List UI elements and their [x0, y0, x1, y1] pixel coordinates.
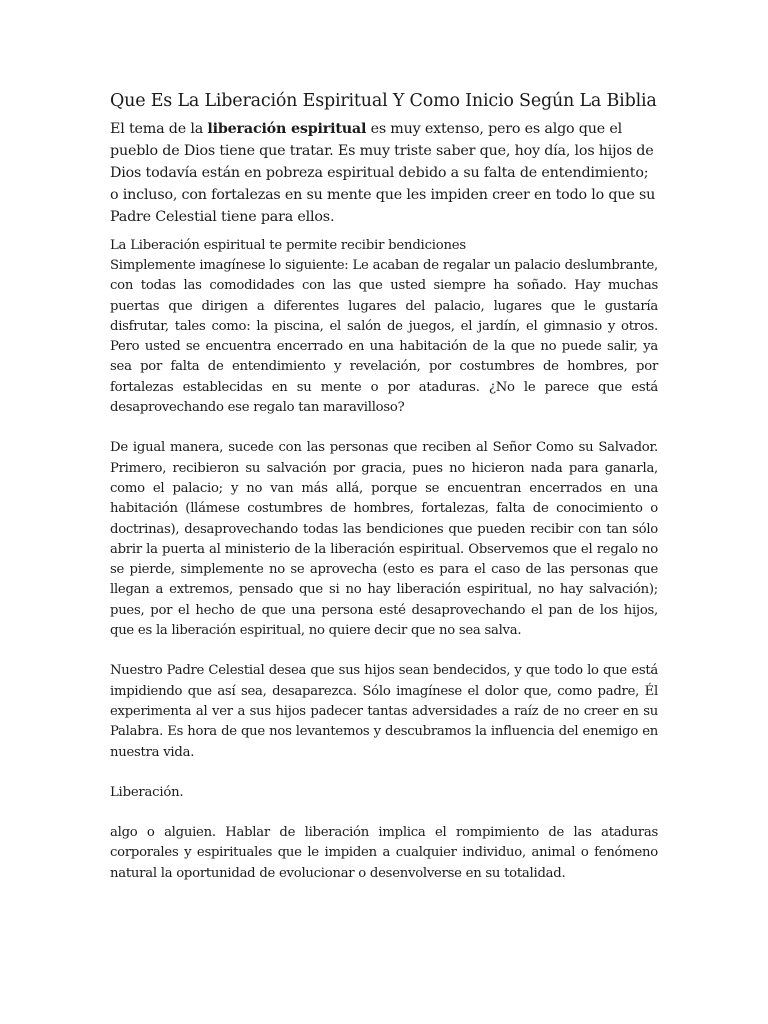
body-paragraph-2: De igual manera, sucede con las personas que reciben al Señor Como su Salvador. Primero, recibieron su salvación por gracia, pues no hicieron nada para ganarla, como el palacio; y no van más allá, porque se encuentran encerrados en una habitación (llámese costumbres de hombres, fortalezas, falta de conocimiento o doctrinas), desaprovechando todas las bendiciones que pueden recibir con tan sólo abrir la puerta al ministerio de la liberación espiritual. Observemos que el regalo no se pierde, simplemente no se aprovecha (esto es para el caso de las personas que llegan a extremos, pensado que si no hay liberación espiritual, no hay salvación); pues, por el hecho de que una persona esté desaprovechando el pan de los hijos, que es la liberación espiritual, no quiere decir que no sea salva. — [110, 440, 658, 639]
intro-text-start: El tema de la — [110, 121, 208, 137]
intro-bold-term: liberación espiritual — [207, 121, 367, 137]
section-label: Liberación. — [110, 784, 184, 800]
body-paragraph-1: Simplemente imagínese lo siguiente: Le acaban de regalar un palacio deslumbrante, con todas las comodidades con las que usted siempre ha soñado. Hay muchas puertas que dirigen a diferentes lugares del palacio, lugares que le gustaría disfrutar, tales como: la piscina, el salón de juegos, el jardín, el gimnasio y otros. Pero usted se encuentra encerrado en una habitación de la que no puede salir, ya sea por falta de entendimiento y revelación, por costumbres de hombres, por fortalezas establecidas en su mente o por ataduras. ¿No le parece que está desaprovechando ese regalo tan maravilloso? — [110, 258, 658, 416]
document-page — [110, 88, 658, 904]
section-subheading: La Liberación espiritual te permite recibir bendiciones — [110, 238, 466, 253]
page-title: Que Es La Liberación Espiritual Y Como Inicio Según La Biblia — [110, 91, 657, 111]
intro-paragraph — [110, 118, 658, 228]
final-paragraph: algo o alguien. Hablar de liberación implica el rompimiento de las ataduras corporales y espirituales que le impiden a cualquier individuo, animal o fenómeno natural la oportunidad de evolucionar o desenvolverse en su totalidad. — [110, 825, 658, 881]
intro-text-end: es muy extenso, pero es algo que el pueblo de Dios tiene que tratar. Es muy triste saber que, hoy día, los hijos de Dios todavía están en pobreza espiritual debido a su falta de entendimiento; o incluso, con fortalezas en su mente que les impiden creer en todo lo que su Padre Celestial tiene para ellos. — [110, 121, 656, 225]
body-paragraph-3: Nuestro Padre Celestial desea que sus hijos sean bendecidos, y que todo lo que está impidiendo que así sea, desaparezca. Sólo imagínese el dolor que, como padre, Él experimenta al ver a sus hijos padecer tantas adversidades a raíz de no creer en su Palabra. Es hora de que nos levantemos y descubramos la influencia del enemigo en nuestra vida. — [110, 663, 658, 760]
